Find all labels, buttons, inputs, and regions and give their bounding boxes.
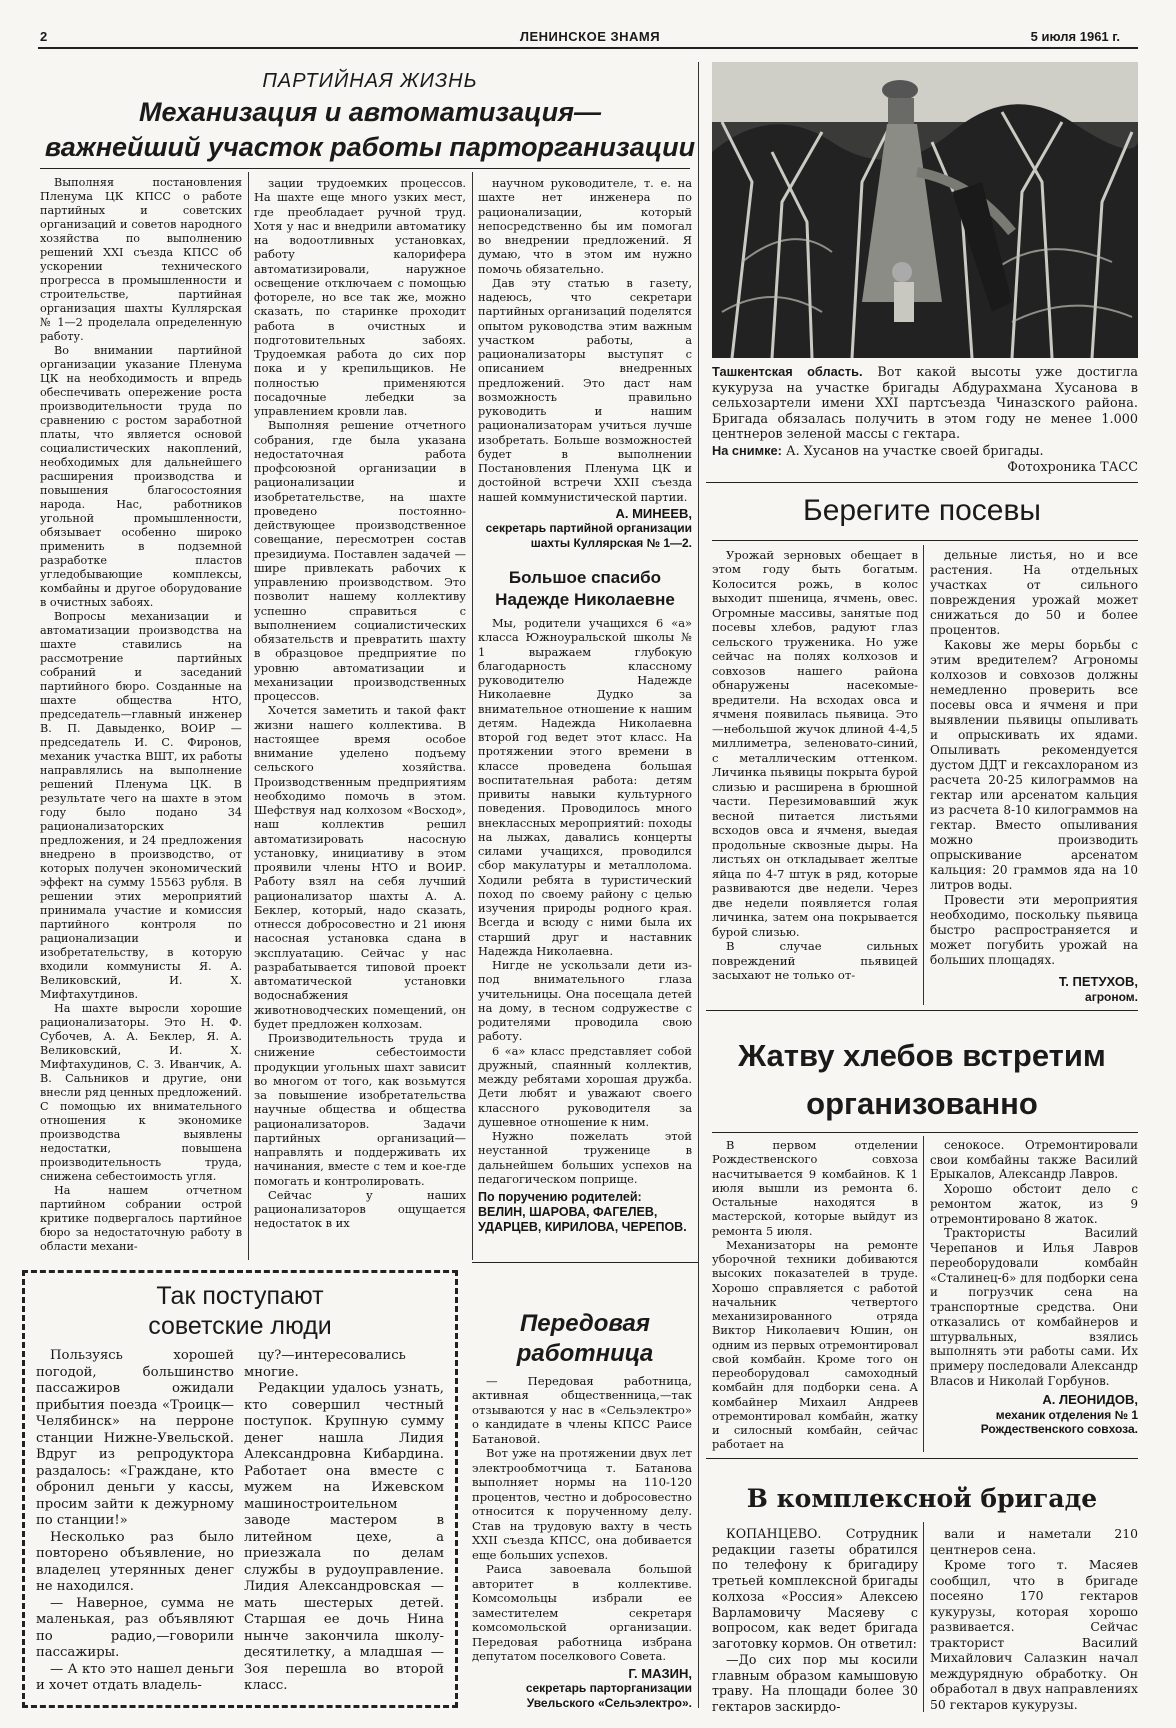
paragraph: Дав эту статью в газету, надеюсь, что секретари партийных организаций поделятся опытом руководства этим важным участком работы, а рационализаторы выступят с описанием внедренных предложений. Это даст нам возможность правильно руководить и нашим рационализаторам учиться лучше изобретать. Больше возможностей будет в выполнении Постановления Пленума ЦК и достойной встречи XXII съезда нашей коммунистической партии. — [478, 275, 692, 504]
harvest-title-1: Жатву хлебов встретим — [738, 1038, 1106, 1073]
paragraph: — А кто это нашел деньги и хочет отдать владель- — [36, 1661, 234, 1693]
headline-line-2: важнейший участок работы парторганизации — [44, 132, 696, 162]
worker-title-2: работница — [516, 1340, 654, 1367]
paragraph: Во внимании партийной организации указание Пленума ЦК на необходимость и впредь обеспечивать опережение роста производительности труда по сравнению с ростом заработной платы, что является основой социалистических накоплений, необходимых для дальнейшего расширения производства и повышения благосостояния народа. Нас, работников угольной промышленности, обязывает особенно широко применить в подземной разработке пластов угледобывающие комплексы, комбайны и другое оборудование в очистных забоях. — [40, 344, 242, 609]
caption-text: Вот какой высоты уже достигла кукуруза на участке бригады Абдурахмана Хусанова в сельхозартели имени XXI партсъезда Чиназского района. Бригада обязалась получить в этом году не менее 1.000 центнеров зеленой массы с гектара. — [712, 365, 1138, 443]
harvest-col-2 — [930, 1138, 1138, 1437]
caption-lead: Ташкентская область. — [712, 364, 863, 379]
headline-line-1: Механизация и автоматизация— — [139, 97, 601, 127]
paragraph: зации трудоемких процессов. На шахте еще много узких мест, где преобладает ручной труд. Хотя у нас и внедрили автоматику на водоотливных установках, работу калорифера автоматизировали, наружное освещение отключаем с помощью фотореле, но все так же, можно сказать, по старинке проходит работа в очистных и подготовительных забоях. Трудоемкая работа до сих пор пока и у крепильщиков. Не полностью применяются посадочные лебедки за управлением кровли лав. — [254, 176, 466, 418]
brigade-col-2 — [930, 1526, 1138, 1712]
paragraph: — Передовая работница, активная общественница,—так отзываются у нас в «Сельэлектро» о кандидате в члены КПСС Раисе Батановой. — [472, 1374, 692, 1446]
signature-name: Т. ПЕТУХОВ, — [1058, 974, 1138, 989]
signature-title: механик отделения № 1 Рождественского совхоза. — [980, 1408, 1138, 1437]
paragraph: 6 «а» класс представляет собой дружный, спаянный коллектив, между ребятами хорошая дружба. Дети любят и уважают своего классного руководителя за душевное отношение к ним. — [478, 1043, 692, 1129]
harvest-col-1 — [712, 1138, 918, 1452]
party-life-col-3 — [478, 176, 692, 550]
column-divider — [923, 545, 924, 1005]
crops-title: Берегите посевы — [803, 494, 1041, 527]
paragraph: —До сих пор мы косили главным образом камышовую траву. На площади более 30 гектаров заскирдо- — [712, 1651, 918, 1715]
paragraph: Сейчас у наших рационализаторов ощущается недостаток в их — [254, 1187, 466, 1231]
party-life-col-1 — [40, 176, 242, 1254]
column-divider — [698, 62, 699, 1708]
paragraph: Трактористы Василий Черепанов и Илья Лавров переоборудовали комбайн «Сталинец-6» для подборки сена и погрузчик сена на транспортные средства. Они отказались от комбайнеров и штурвальных, взялись выполнять эти работы сами. Их примеру последовали Александр Власов и Николай Горбунов. — [930, 1226, 1138, 1388]
column-divider — [472, 172, 473, 1260]
section-rule — [706, 1458, 1138, 1459]
corn-field-image — [712, 62, 1138, 358]
photo-credit: Фотохроника ТАСС — [1007, 459, 1138, 475]
signature-title: агроном. — [1085, 989, 1138, 1004]
paragraph: Вот уже на протяжении двух лет электрообмотчица т. Батанова выполняет нормы на 110-120 процентов, честно и добросовестно относится к порученному делу. Став на трудовую вахту в честь XXII съезда КПСС, она добивается еще больших успехов. — [472, 1446, 692, 1562]
paragraph: На нашем отчетном партийном собрании острой критике подвергалось партийное бюро за недостаточную работу в области механи- — [40, 1184, 242, 1253]
paragraph: Провести эти мероприятия необходимо, поскольку пьявица быстро распространяется и может погубить урожай на больших площадях. — [930, 893, 1138, 967]
column-divider — [923, 1522, 924, 1712]
page-number: 2 — [40, 29, 48, 44]
paragraph: Мы, родители учащихся 6 «а» класса Южноуральской школы № 1 выражаем глубокую благодарность классному руководителю Надежде Николаевне Дудко за внимательное отношение к нашим детям. Надежда Николаевна второй год ведет этот класс. На протяжении этого времени в классе проведена большая воспитательная работа: детям привиты навыки культурного поведения. Проводилось много внеклассных мероприятий: походы на лыжах, давались концерты силами учащихся, проводился сбор макулатуры и металлолома. Ходили ребята в туристический поход по своему району с целью изучения природы родного края. Всегда и всюду с ними была их старший друг и наставник Надежда Николаевна. — [478, 616, 692, 958]
paragraph: — Наверное, сумма не маленькая, раз объявляют по радио,—говорили пассажиры. — [36, 1595, 234, 1660]
masthead-rule — [38, 47, 1138, 49]
title-rule — [712, 540, 1138, 541]
signature-name: А. ЛЕОНИДОВ, — [1042, 1392, 1138, 1408]
worker-body — [472, 1374, 692, 1710]
on-photo-lead: На снимке: — [712, 443, 782, 459]
signature-name: А. МИНЕЕВ, — [615, 505, 692, 521]
paragraph: В случае сильных повреждений пьявицей засыхают не только от- — [712, 939, 918, 983]
photo-caption — [712, 364, 1138, 475]
paragraph: Каковы же меры борьбы с этим вредителем? Агрономы колхозов и совхозов должны немедленно проверить все посевы овса и ячменя и при выявлении пьявицы опыливать и опрыскивать их ядами. Опыливать рекомендуется дустом ДДТ и гексахлораном из расчета 20-25 килограммов на гектар или арсенатом кальция из расчета 8-10 килограммов на гектар. Вместо опыливания можно производить опрыскивание арсенатом кальция: 20 граммов яда на 10 литров воды. — [930, 638, 1138, 892]
brigade-title: В комплексной бригаде — [746, 1484, 1098, 1513]
paragraph: Механизаторы на ремонте уборочной техники добиваются высоких показателей в труде. Хорошо справляется с работой начальник четвертого механизированного отряда Виктор Николаевич Юшин, он одним из первых отремонтировал свой комбайн. Кроме того он переоборудовал самоходный комбайн для подборки сена. А комбайнер Михаил Андреев отремонтировал комбайн, жатку и силосный комбайн, сейчас работает на — [712, 1237, 918, 1452]
paragraph: Несколько раз было повторено объявление, но владелец утерянных денег не находился. — [36, 1529, 234, 1594]
paragraph: КОПАНЦЕВО. Сотрудник редакции газеты обратился по телефону к бригадиру третьей комплексной бригады колхоза «Россия» Алексею Варламовичу Масяеву с вопросом, как ведет бригада заготовку кормов. Он ответил: — [712, 1526, 918, 1652]
crops-col-2 — [930, 548, 1138, 1004]
paragraph: Вопросы механизации и автоматизации производства на шахте ставились на рассмотрение партийных собраний и заседаний партийного бюро. Созданные на шахте общества НТО, председатель—главный инженер В. П. Давыденко, ВОИР —председатель И. С. Фиронов, механик участка ВШТ, их работы направлялись на выполнение решений Пленума ЦК. В результате чего на шахте в этом году было подано 34 рационализаторских предложения, и 24 предложения внедрено в производство, от которых получен экономический эффект на сумму 15563 рубля. В решении этих мероприятий принимала участие и комиссия партийного контроля по рационализации и изобретательству, в которую входили коммунисты Я. А. Великовский, И. Х. Мифтахутдинов. — [40, 610, 242, 1001]
brigade-col-1 — [712, 1526, 918, 1715]
paragraph: Выполняя постановления Пленума ЦК КПСС о работе партийных и советских организаций и советов народного хозяйства по выполнению решений XXI съезда КПСС об ускорении технического прогресса в промышленности и строительстве, партийная организация шахты Куллярская № 1—2 проделала определенную работу. — [40, 176, 242, 343]
section-rule — [706, 482, 1138, 483]
party-life-col-2 — [254, 176, 466, 1231]
paragraph: Нигде не ускользали дети из-под внимательного глаза учительницы. Она посещала детей на дому, в тесном содружестве с родителями проводила свою работу. — [478, 958, 692, 1044]
soviet-people-col-2 — [244, 1348, 444, 1695]
paragraph: цу?—интересовались многие. — [244, 1348, 406, 1380]
thanks-signature: По поручению родителей: ВЕЛИН, ШАРОВА, ФАГЕЛЕВ, УДАРЦЕВ, КИРИЛОВА, ЧЕРЕПОВ. — [478, 1190, 687, 1234]
headline-rule — [40, 168, 690, 169]
paragraph: Раиса завоевала большой авторитет в коллективе. Комсомольцы избрали ее заместителем секретаря комсомольской организации. Передовая работница избрана депутатом поселкового Совета. — [472, 1562, 692, 1664]
paragraph: Пользуясь хорошей погодой, большинство пассажиров ожидали прибытия поезда «Троицк—Челябинск» на перроне станции Нижне-Увельской. Вдруг из репродуктора раздалось: «Граждане, кто обронил деньги у кассы, просим зайти к дежурному по станции!» — [36, 1348, 234, 1528]
paragraph: В первом отделении Рождественского совхоза насчитывается 9 комбайнов. К 1 июля вышли из ремонта 6. Остальные находятся в мастерской, которые выйдут из ремонта 5 июля. — [712, 1138, 918, 1238]
worker-title-1: Передовая — [519, 1310, 651, 1337]
paragraph: вали и наметали 210 центнеров сена. — [930, 1526, 1138, 1557]
paper-name: ЛЕНИНСКОЕ ЗНАМЯ — [519, 29, 661, 44]
soviet-people-title-1: Так поступают — [156, 1282, 324, 1310]
thanks-title-2: Надежде Николаевне — [495, 590, 675, 609]
signature-title: секретарь партийной организации шахты Куллярская № 1—2. — [485, 521, 692, 550]
corn-photo — [712, 62, 1138, 358]
paragraph: Хорошо обстоит дело с ремонтом жаток, из 9 отремонтировано 8 жаток. — [930, 1182, 1138, 1226]
rubric: ПАРТИЙНАЯ ЖИЗНЬ — [262, 70, 478, 92]
section-rule — [706, 1010, 1138, 1011]
paragraph: сенокосе. Отремонтировали свои комбайны также Василий Ерыкалов, Александр Лавров. — [930, 1138, 1138, 1182]
paragraph: Производительность труда и снижение себестоимости продукции угольных шахт зависит во многом от того, как возьмутся за повышение изобретательства научные общества и общества рационализаторов. Задачи партийных организаций—направлять и поддерживать их начинания, вместе с тем и кое-где помогать и контролировать. — [254, 1031, 466, 1188]
column-divider — [248, 172, 249, 1260]
paragraph: дельные листья, но и все растения. На отдельных участках от сильного повреждения урожай может снижаться до 50 и более процентов. — [930, 548, 1138, 637]
paragraph: Редакции удалось узнать, кто совершил честный поступок. Крупную сумму денег нашла Лидия Александровна Кибардина. Работает она вместе с мужем на Ижевском машиностроительном заводе мастером в литейном цехе, а приезжала по делам службы в рудоуправление. Лидия Александровская — мать шестерых детей. Старшая ее дочь Нина нынче закончила школу-десятилетку, а младшая — Зоя перешла во второй класс. — [244, 1381, 444, 1693]
paragraph: Выполняя решение отчетного собрания, где была указана недостаточная работа профсоюзной организации в рационализации и изобретательстве, на шахте проведено постоянно-действующее производственное совещание, пересмотрен состав президиума. Поставлен задачей — шире привлекать рабочих к управлению производством. Это позволит нашему коллективу успешно справиться с выполнением социалистических обязательств и превратить шахту в образцовое предприятие по уровню автоматизации и механизации производственных процессов. — [254, 418, 466, 703]
paragraph: Хочется заметить и такой факт жизни нашего коллектива. В настоящее время особое внимание уделено подъему сельского хозяйства. Производственным предприятиям необходимо помочь в этом. Шефствуя над колхозом «Восход», наш коллектив решил автоматизировать насосную установку, инициативу в этом проявили члены НТО и ВОИР. Работу взял на себя лучший рационализатор шахты А. А. Беклер, который, надо сказать, отнесся добросовестно и 21 июня насосная установка сдана в эксплуатацию. Сейчас у нас разрабатывается типовой проект автоматической установки водоснабжения животноводческих помещений, он будет предложен колхозам. — [254, 703, 466, 1031]
thanks-title-1: Большое спасибо — [508, 568, 662, 587]
paragraph: Кроме того т. Масяев сообщил, что в бригаде посеяно 170 гектаров кукурузы, которая хорошо развивается. Сейчас тракторист Василий Михайлович Салазкин начал междурядную обработку. Он обработал в двух направлениях 50 гектаров кукурузы. — [930, 1557, 1138, 1712]
soviet-people-col-1 — [36, 1348, 234, 1695]
paragraph: На шахте выросли хорошие рационализаторы. Это Н. Ф. Субочев, А. А. Беклер, Я. А. Великовский, И. Х. Мифтахудинов, С. З. Иванчик, А. В. Сальников и другие, они внесли ряд ценных предложений. С помощью их внимательного отношения к экономике производства выявлены недостатки, повышена производительность труда, снижена себестоимость угля. — [40, 1002, 242, 1183]
thanks-body — [478, 616, 692, 1235]
column-divider — [923, 1136, 924, 1452]
paragraph: Нужно пожелать этой неустанной труженице в дальнейшем больших успехов на педагогическом поприще. — [478, 1129, 692, 1186]
harvest-title-2: организованно — [806, 1086, 1038, 1121]
crops-col-1 — [712, 548, 918, 983]
section-rule — [472, 1262, 698, 1263]
issue-date: 5 июля 1961 г. — [1030, 29, 1120, 44]
signature-name: Г. МАЗИН, — [628, 1665, 692, 1681]
title-rule — [712, 1132, 1138, 1133]
soviet-people-title-2: советские люди — [148, 1312, 332, 1340]
paragraph: научном руководителе, т. е. на шахте нет инженера по рационализации, который непосредственно бы им помогал во внедрении предложений. Я думаю, что в этом им нужно помочь обязательно. — [478, 176, 692, 276]
paragraph: Урожай зерновых обещает в этом году быть богатым. Колосится рожь, в колос выходит пшеница, ячмень, овес. Огромные массивы, занятые под посевы хлебов, радуют глаз сельского труженика. Но уже сейчас на полях колхозов и совхозов нашего района обнаружены насекомые-вредители. На всходах овса и ячменя появилась пьявица. Это —небольшой жучок длиной 4-4,5 миллиметра, зеленовато-синий, с металлическим оттенком. Личинка пьявицы покрыта бурой слизью и расширена в брюшной части. Перезимовавший жук весной питается листьями всходов овса и ячменя, выедая продольные сквозные дыры. На листьях он откладывает желтые яйца по 4-7 штук в ряд, которые развиваются две недели. Через две недели появляется голая личинка, затем она покрывается бурой слизью. — [712, 548, 918, 939]
signature-title: секретарь парторганизации Увельского «Сельэлектро». — [525, 1681, 692, 1710]
on-photo-text: А. Хусанов на участке своей бригады. — [785, 444, 1044, 460]
